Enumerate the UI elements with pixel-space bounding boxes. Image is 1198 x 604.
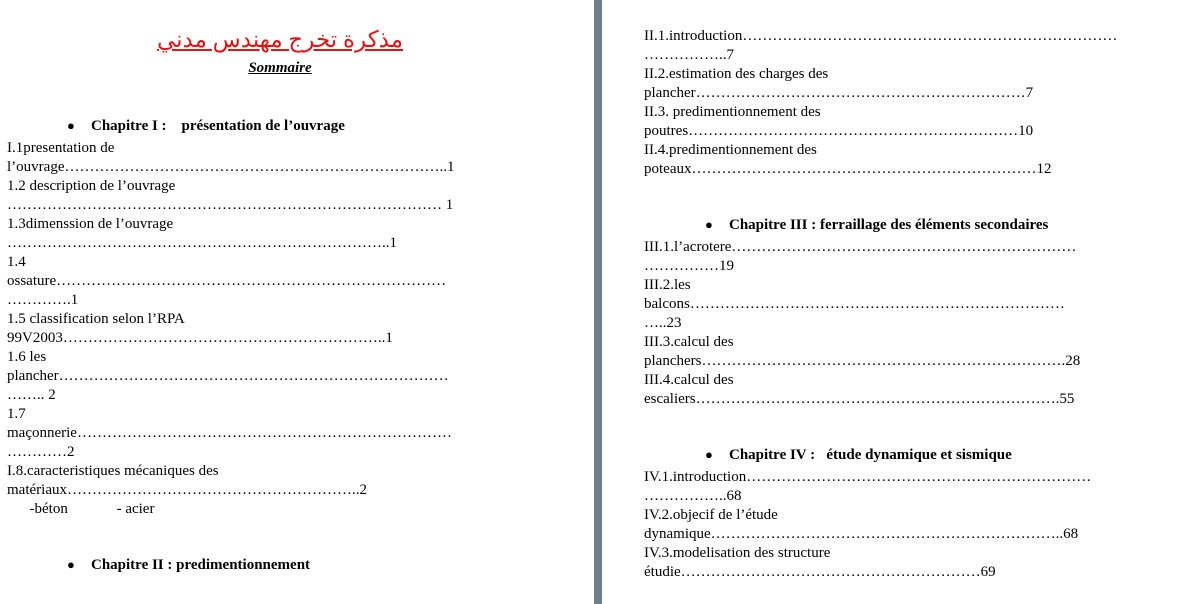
toc-line: III.4.calcul des xyxy=(644,372,734,388)
toc-line: ………….1 xyxy=(7,292,79,308)
toc-line: …………………………………………………………………..1 xyxy=(7,235,397,251)
toc-line: …….. 2 xyxy=(7,387,56,403)
toc-line: maçonnerie………………………………………………………………… xyxy=(7,425,452,441)
toc-line: II.1.introduction………………………………………………………………… xyxy=(644,28,1118,44)
toc-line: ……………19 xyxy=(644,258,734,274)
chapter-title: Chapitre I : présentation de l’ouvrage xyxy=(91,118,345,134)
page-divider xyxy=(594,0,602,604)
toc-line: I.8.caracteristiques mécaniques des xyxy=(7,463,219,479)
bullet-icon: ● xyxy=(705,217,713,232)
toc-line: 1.2 description de l’ouvrage xyxy=(7,178,176,194)
toc-line: matériaux…………………………………………………..2 xyxy=(7,482,367,498)
chapter-title: Chapitre II : predimentionnement xyxy=(91,557,311,573)
toc-line: plancher…………………………………………………………………… xyxy=(7,368,449,384)
toc-line: ……………..68 xyxy=(644,488,742,504)
toc-line: 1.4 xyxy=(7,254,26,270)
toc-line: II.3. predimentionnement des xyxy=(644,104,821,120)
toc-line: poteaux……………………………………………………………12 xyxy=(644,161,1052,177)
left-page xyxy=(0,0,594,604)
toc-line: poutres…………………………………………………………10 xyxy=(644,123,1034,139)
bullet-icon: ● xyxy=(67,557,75,572)
toc-line: l’ouvrage…………………………………………………………………..1 xyxy=(7,159,455,175)
toc-line: planchers……………………………………………………………….28 xyxy=(644,353,1081,369)
toc-line: II.4.predimentionnement des xyxy=(644,142,817,158)
document-title: مذكرة تخرج مهندس مدني xyxy=(156,27,404,52)
toc-line: dynamique……………………………………………………………..68 xyxy=(644,526,1079,542)
toc-line: 1.5 classification selon l’RPA xyxy=(7,311,185,327)
toc-line: 99V2003………………………………………………………..1 xyxy=(7,330,393,346)
toc-line: III.2.les xyxy=(644,277,691,293)
chapter-title: Chapitre IV : étude dynamique et sismique xyxy=(729,447,1012,463)
toc-line: III.3.calcul des xyxy=(644,334,734,350)
toc-line: IV.2.objecif de l’étude xyxy=(644,507,778,523)
toc-line: étudie……………………………………………………69 xyxy=(644,564,996,580)
bullet-icon: ● xyxy=(67,118,75,133)
toc-line: II.2.estimation des charges des xyxy=(644,66,829,82)
toc-line: IV.1.introduction…………………………………………………………… xyxy=(644,469,1092,485)
toc-line: III.1.l’acrotere…………………………………………………………… xyxy=(644,239,1077,255)
toc-line: -béton - acier xyxy=(7,501,155,517)
toc-line: …………………………………………………………………………… 1 xyxy=(7,197,454,213)
chapter-title: Chapitre III : ferraillage des éléments secondaires xyxy=(729,217,1049,233)
toc-line: IV.3.modelisation des structure xyxy=(644,545,831,561)
document-subtitle: Sommaire xyxy=(248,60,312,76)
bullet-icon: ● xyxy=(705,447,713,462)
chapter-heading xyxy=(52,540,310,591)
toc-line: escaliers……………………………………………………………….55 xyxy=(644,391,1075,407)
toc-line: 1.6 les xyxy=(7,349,47,365)
toc-line: ……………..7 xyxy=(644,47,734,63)
toc-line: …..23 xyxy=(644,315,682,331)
toc-line: balcons………………………………………………………………… xyxy=(644,296,1065,312)
toc-line: I.1presentation de xyxy=(7,140,115,156)
right-page xyxy=(602,0,1198,604)
toc-line: …………2 xyxy=(7,444,75,460)
toc-line: 1.7 xyxy=(7,406,26,422)
toc-line: 1.3dimenssion de l’ouvrage xyxy=(7,216,174,232)
toc-line: ossature…………………………………………………………………… xyxy=(7,273,447,289)
toc-line: plancher…………………………………………………………7 xyxy=(644,85,1034,101)
